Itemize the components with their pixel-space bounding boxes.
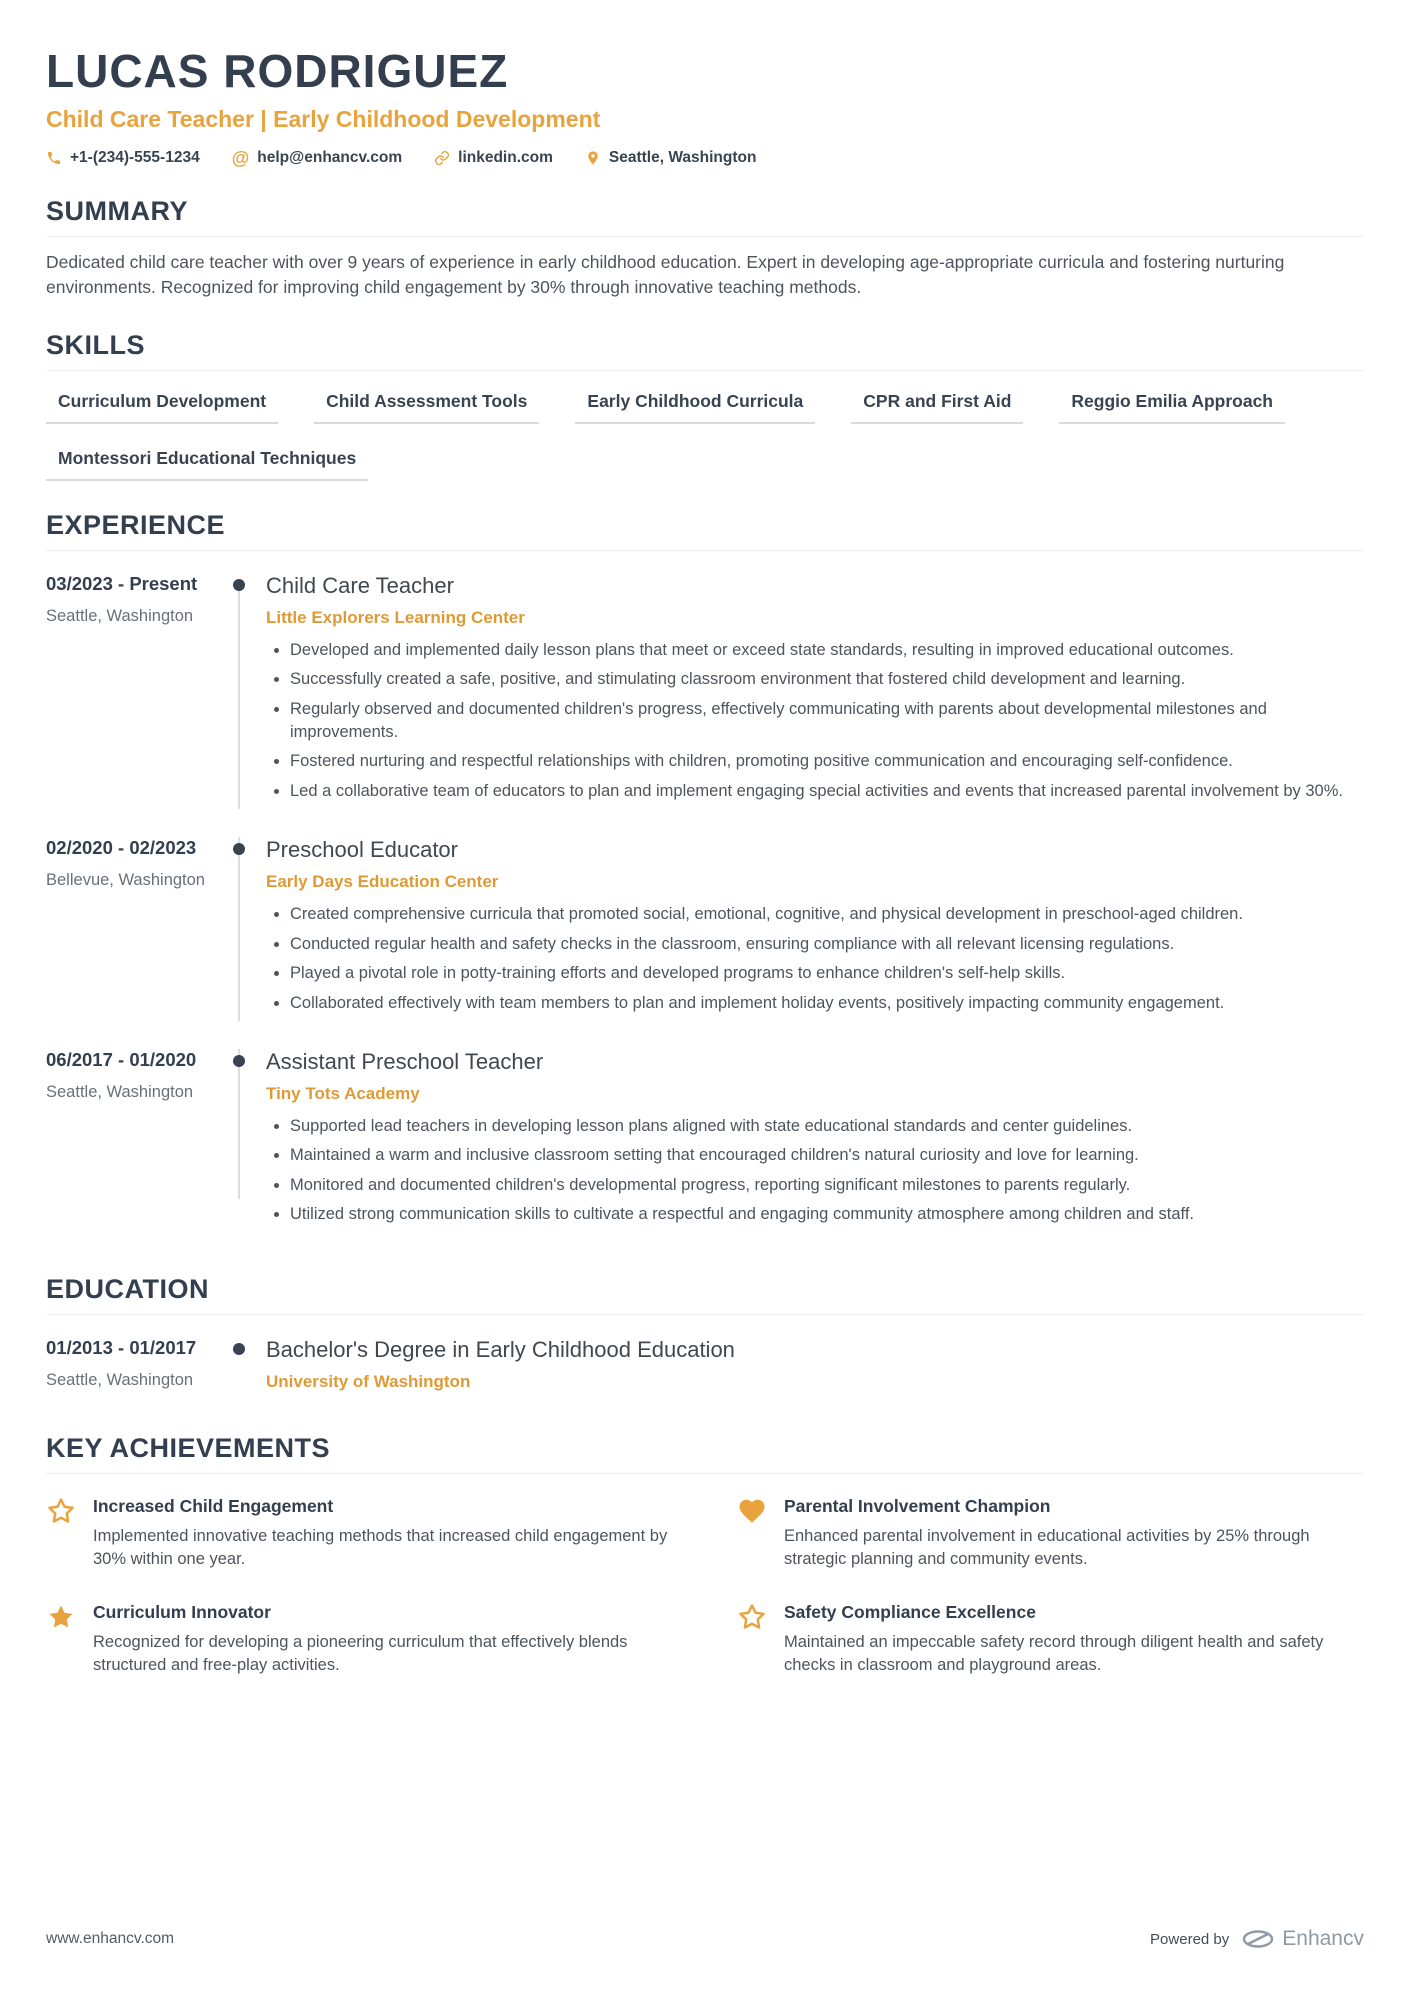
timeline-dot bbox=[233, 1055, 245, 1067]
entry-body bbox=[266, 573, 1364, 810]
phone-number: +1-(234)-555-1234 bbox=[70, 149, 200, 166]
timeline bbox=[226, 573, 266, 810]
phone-icon bbox=[46, 150, 62, 166]
achievement-content bbox=[93, 1496, 673, 1572]
achievement-text: Maintained an impeccable safety record through diligent health and safety checks in classroom and playground areas. bbox=[784, 1632, 1324, 1675]
achievements-section bbox=[46, 1433, 1364, 1678]
company-name: Tiny Tots Academy bbox=[266, 1083, 420, 1103]
timeline-dot bbox=[233, 579, 245, 591]
skill-item: Montessori Educational Techniques bbox=[46, 448, 368, 481]
job-title: Preschool Educator bbox=[266, 837, 458, 863]
email-contact[interactable] bbox=[232, 149, 402, 167]
education-heading: EDUCATION bbox=[46, 1274, 1364, 1315]
entry-meta bbox=[46, 1049, 226, 1233]
powered-by-label: Powered by bbox=[1150, 1930, 1230, 1948]
skill-item: Reggio Emilia Approach bbox=[1059, 391, 1285, 424]
achievement-text: Enhanced parental involvement in educational activities by 25% through strategic planning and community events. bbox=[784, 1526, 1310, 1569]
phone-contact[interactable] bbox=[46, 149, 200, 167]
job-bullet: • Successfully created a safe, positive, and stimulating classroom environment that fostered child development and learning. bbox=[290, 668, 1364, 691]
link-icon bbox=[434, 150, 450, 166]
experience-entries bbox=[46, 557, 1364, 1245]
achievement-content bbox=[784, 1602, 1364, 1678]
entry-location: Seattle, Washington bbox=[46, 606, 194, 625]
timeline-dot bbox=[233, 1343, 245, 1355]
experience-entry bbox=[46, 1033, 1364, 1245]
achievement-title: Parental Involvement Champion bbox=[784, 1495, 1051, 1516]
heart-icon bbox=[737, 1496, 767, 1526]
job-bullets bbox=[266, 1115, 1364, 1227]
job-bullet: • Played a pivotal role in potty-training efforts and developed programs to enhance children's self-help skills. bbox=[290, 962, 1364, 985]
education-entry bbox=[46, 1321, 1364, 1404]
location-contact bbox=[585, 149, 757, 167]
entry-location: Bellevue, Washington bbox=[46, 871, 205, 890]
job-bullet: • Led a collaborative team of educators to plan and implement engaging special activities and events that increased parental involvement by 30%. bbox=[290, 780, 1364, 803]
timeline bbox=[226, 1049, 266, 1233]
summary-section bbox=[46, 196, 1364, 301]
achievement-title: Safety Compliance Excellence bbox=[784, 1601, 1036, 1622]
footer bbox=[46, 1927, 1364, 1951]
enhancv-brand bbox=[1241, 1927, 1364, 1951]
achievement-item bbox=[737, 1602, 1364, 1678]
company-name: Early Days Education Center bbox=[266, 872, 499, 892]
header bbox=[46, 44, 1364, 167]
summary-heading: SUMMARY bbox=[46, 196, 1364, 237]
headline: Child Care Teacher | Early Childhood Development bbox=[46, 106, 601, 132]
candidate-name: LUCAS RODRIGUEZ bbox=[46, 45, 509, 97]
website-url: linkedin.com bbox=[458, 149, 553, 166]
achievement-item bbox=[737, 1496, 1364, 1572]
location-text: Seattle, Washington bbox=[608, 149, 757, 166]
skills-section bbox=[46, 330, 1364, 481]
skills-heading: SKILLS bbox=[46, 330, 1364, 371]
enhancv-brand-name: Enhancv bbox=[1282, 1927, 1364, 1950]
entry-dates: 03/2023 - Present bbox=[46, 572, 198, 594]
star-icon bbox=[737, 1602, 767, 1632]
achievement-text: Implemented innovative teaching methods that increased child engagement by 30% within one year. bbox=[93, 1526, 668, 1569]
skill-item: Child Assessment Tools bbox=[314, 391, 539, 424]
skills-list bbox=[46, 391, 1364, 481]
footer-site-link[interactable]: www.enhancv.com bbox=[46, 1930, 175, 1947]
entry-location: Seattle, Washington bbox=[46, 1370, 194, 1389]
entry-location: Seattle, Washington bbox=[46, 1082, 194, 1101]
enhancv-logo-icon bbox=[1241, 1929, 1275, 1949]
entry-body bbox=[266, 1049, 1364, 1233]
job-bullet: • Utilized strong communication skills to cultivate a respectful and engaging community atmosphere among children and staff. bbox=[290, 1203, 1364, 1226]
job-bullet: • Monitored and documented children's developmental progress, reporting significant milestones to parents regularly. bbox=[290, 1174, 1364, 1197]
filled-star-icon bbox=[46, 1602, 76, 1632]
timeline bbox=[226, 837, 266, 1021]
at-icon: @ bbox=[231, 148, 250, 168]
experience-entry bbox=[46, 821, 1364, 1033]
job-bullet: • Fostered nurturing and respectful relationships with children, promoting positive communication and encouraging self-confidence. bbox=[290, 750, 1364, 773]
job-bullets bbox=[266, 903, 1364, 1015]
entry-dates: 06/2017 - 01/2020 bbox=[46, 1048, 197, 1070]
website-contact[interactable] bbox=[434, 149, 553, 167]
achievement-content bbox=[93, 1602, 673, 1678]
job-bullet: • Created comprehensive curricula that promoted social, emotional, cognitive, and physical development in preschool-aged children. bbox=[290, 903, 1364, 926]
entry-meta bbox=[46, 837, 226, 1021]
entry-meta bbox=[46, 1337, 226, 1392]
contact-row bbox=[46, 149, 1364, 167]
job-bullet: • Supported lead teachers in developing lesson plans aligned with state educational standards and center guidelines. bbox=[290, 1115, 1364, 1138]
achievements-heading: KEY ACHIEVEMENTS bbox=[46, 1433, 1364, 1474]
entry-meta bbox=[46, 573, 226, 810]
education-entries bbox=[46, 1321, 1364, 1404]
star-icon bbox=[46, 1496, 76, 1526]
powered-by[interactable] bbox=[1150, 1927, 1364, 1951]
job-title: Assistant Preschool Teacher bbox=[266, 1048, 544, 1074]
experience-entry bbox=[46, 557, 1364, 822]
summary-text: Dedicated child care teacher with over 9 years of experience in early childhood education. Expert in developing age-appropriate curricula and fostering nurturing environments. Recognized for improving child engagement by 30% through innovative teaching methods. bbox=[46, 252, 1285, 298]
experience-heading: EXPERIENCE bbox=[46, 510, 1364, 551]
achievement-item bbox=[46, 1496, 673, 1572]
job-bullet: • Developed and implemented daily lesson plans that meet or exceed state standards, resulting in improved educational outcomes. bbox=[290, 639, 1364, 662]
job-bullets bbox=[266, 639, 1364, 804]
skill-item: Early Childhood Curricula bbox=[575, 391, 815, 424]
entry-body bbox=[266, 1337, 1364, 1392]
degree-title: Bachelor's Degree in Early Childhood Education bbox=[266, 1336, 735, 1362]
skill-item: CPR and First Aid bbox=[851, 391, 1023, 424]
achievement-title: Increased Child Engagement bbox=[93, 1495, 334, 1516]
achievement-text: Recognized for developing a pioneering curriculum that effectively blends structured and free-play activities. bbox=[93, 1632, 628, 1675]
company-name: Little Explorers Learning Center bbox=[266, 607, 525, 627]
timeline-dot bbox=[233, 843, 245, 855]
job-bullet: • Conducted regular health and safety checks in the classroom, ensuring compliance with all relevant licensing regulations. bbox=[290, 933, 1364, 956]
job-title: Child Care Teacher bbox=[266, 572, 454, 598]
education-section bbox=[46, 1274, 1364, 1404]
entry-dates: 02/2020 - 02/2023 bbox=[46, 837, 197, 859]
school-name: University of Washington bbox=[266, 1371, 471, 1391]
location-pin-icon bbox=[585, 150, 601, 166]
timeline bbox=[226, 1337, 266, 1392]
job-bullet: • Maintained a warm and inclusive classroom setting that encouraged children's natural curiosity and love for learning. bbox=[290, 1144, 1364, 1167]
entry-dates: 01/2013 - 01/2017 bbox=[46, 1336, 197, 1358]
achievement-content bbox=[784, 1496, 1364, 1572]
experience-section bbox=[46, 510, 1364, 1245]
achievements-grid bbox=[46, 1496, 1364, 1678]
job-bullet: • Collaborated effectively with team members to plan and implement holiday events, positively impacting community engagement. bbox=[290, 992, 1364, 1015]
achievement-item bbox=[46, 1602, 673, 1678]
entry-body bbox=[266, 837, 1364, 1021]
achievement-title: Curriculum Innovator bbox=[93, 1601, 271, 1622]
job-bullet: • Regularly observed and documented children's progress, effectively communicating with parents about developmental milestones and improvements. bbox=[290, 698, 1364, 745]
email-address: help@enhancv.com bbox=[257, 149, 403, 166]
skill-item: Curriculum Development bbox=[46, 391, 278, 424]
